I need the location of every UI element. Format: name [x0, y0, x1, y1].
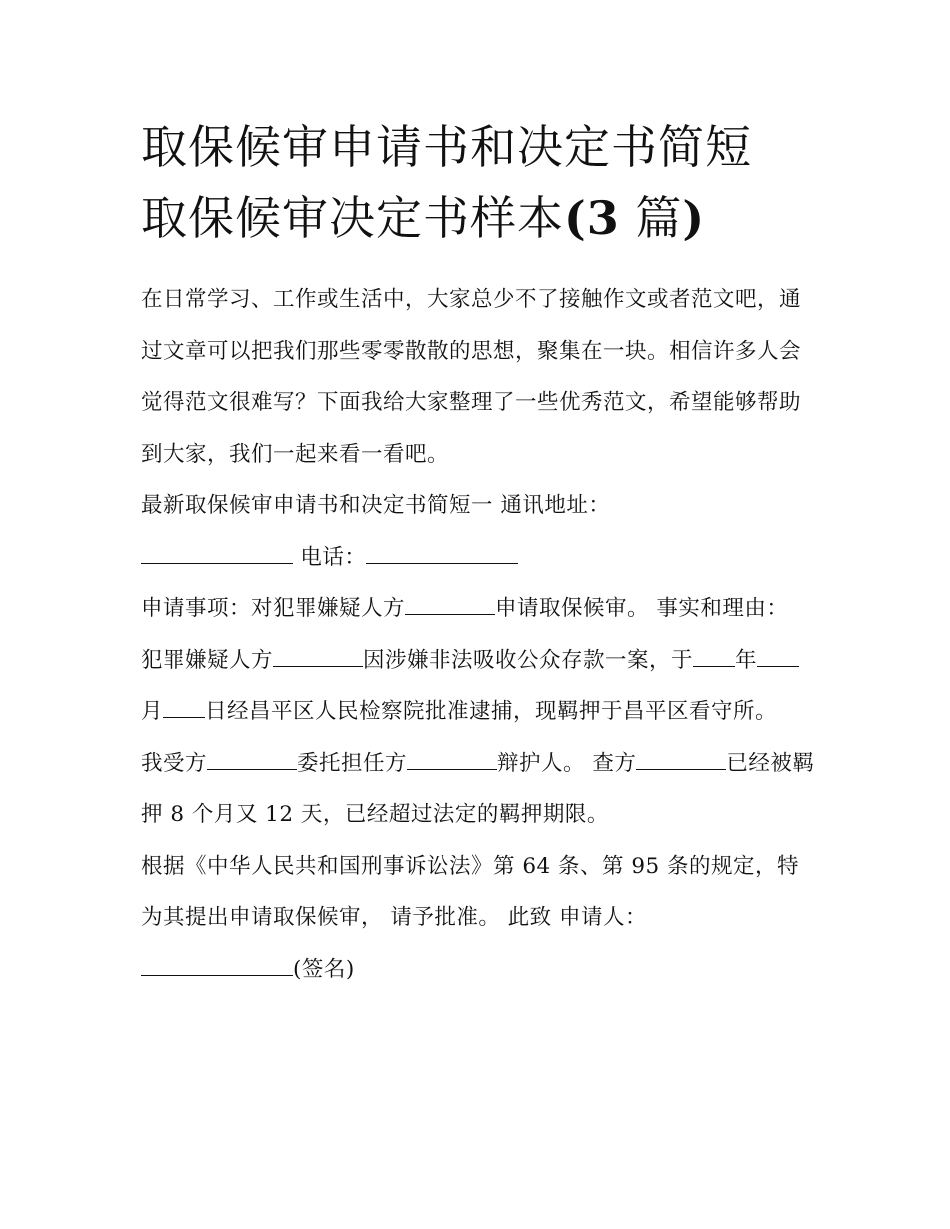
- facts-text-a: 犯罪嫌疑人方: [141, 647, 274, 673]
- section-heading: 最新取保候审申请书和决定书简短一 通讯地址：: [141, 493, 611, 518]
- basis-text: 根据《中华人民共和国刑事诉讼法》第 64 条、第 95 条的规定，特为其提出申请取保候审， 请予批准。 此致 申请人：: [141, 853, 800, 930]
- signature-blank: [141, 974, 293, 976]
- document-title: [141, 112, 821, 254]
- document-page: [141, 112, 821, 995]
- title-count-close: ): [682, 191, 706, 245]
- section-heading-paragraph: [141, 480, 821, 583]
- month-blank: [757, 665, 799, 667]
- phone-label: 电话：: [293, 544, 367, 570]
- day-blank: [163, 716, 205, 718]
- defendant-blank: [407, 768, 497, 770]
- facts-month: 月: [141, 699, 164, 724]
- document-body: [141, 274, 821, 995]
- request-text-b: 申请取保候审。 事实和理由：: [495, 596, 789, 621]
- facts-paragraph: [141, 635, 821, 738]
- title-line-1: 取保候审申请书和决定书简短: [141, 120, 752, 174]
- entrust-paragraph: [141, 738, 821, 841]
- entrust-text-a: 我受方: [141, 750, 208, 776]
- address-blank: [141, 562, 293, 564]
- signature-label: (签名): [293, 956, 355, 982]
- intro-paragraph: 在日常学习、工作或生活中，大家总少不了接触作文或者范文吧，通过文章可以把我们那些零零散散的思想，聚集在一块。相信许多人会觉得范文很难写？下面我给大家整理了一些优秀范文，希望能够帮助到大家，我们一起来看一看吧。: [141, 287, 802, 467]
- facts-year: 年: [735, 647, 758, 673]
- entrust-text-d: 已经被羁押 8 个月又 12 天，已经超过法定的羁押期限。: [141, 750, 815, 827]
- entrust-text-b: 委托担任方: [297, 750, 408, 776]
- checked-party-blank: [636, 768, 726, 770]
- facts-suspect-blank: [273, 665, 363, 667]
- title-count-unit: 篇: [635, 191, 683, 245]
- title-line-2: 取保候审决定书样本: [141, 191, 564, 245]
- facts-text-c: 日经昌平区人民检察院批准逮捕，现羁押于昌平区看守所。: [205, 699, 778, 724]
- request-text-a: 申请事项：对犯罪嫌疑人方: [141, 596, 406, 621]
- basis-paragraph: [141, 841, 821, 996]
- title-count-open: (3: [564, 191, 620, 245]
- suspect-name-blank: [405, 613, 495, 615]
- year-blank: [693, 665, 735, 667]
- entrust-text-c: 辩护人。 查方: [497, 750, 637, 776]
- facts-text-b: 因涉嫌非法吸收公众存款一案，于: [363, 647, 694, 673]
- request-paragraph: [141, 583, 821, 635]
- phone-blank: [366, 562, 518, 564]
- client-blank: [207, 768, 297, 770]
